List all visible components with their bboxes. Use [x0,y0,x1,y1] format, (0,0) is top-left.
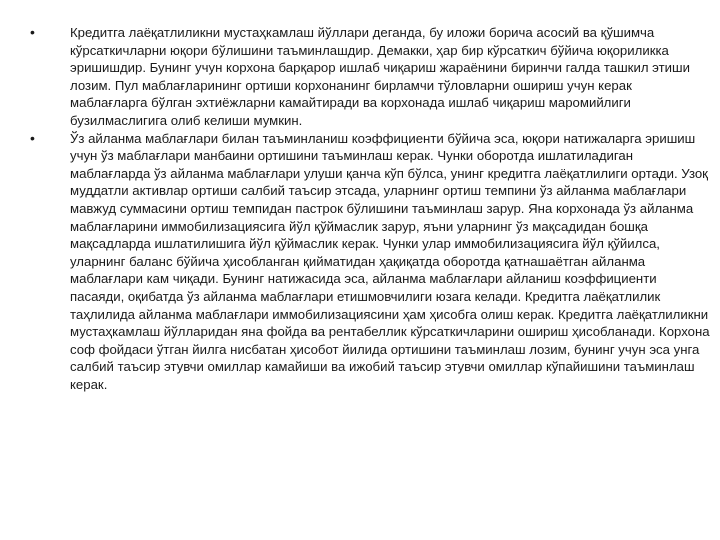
bullet-item-2 [30,130,712,394]
bullet-marker: • [30,24,35,40]
bullet-list [30,24,712,393]
bullet-item-1 [30,24,712,130]
bullet-text: Ўз айланма маблағлари билан таъминланиш коэффициенти бўйича эса, юқори натижаларга эришиш учун ўз маблағлари манбаини ортишини таъминлаш керак. Чунки оборотда ишлатиладиган маблағларда ўз айланма маблағлари улуши қанча кўп бўлса, унинг кредитга лаёқатлилиги ортади. Узоқ муддатли активлар ортиши салбий таъсир этсада, уларнинг ортиш темпини ўз айланма маблағлари мавжуд суммасини ортиш темпидан пастрок бўлишини таъминлаш зарур. Яна корхонада ўз айланма маблағларини иммобилизациясига йўл қўймаслик зарур, яъни уларнинг ўз мақсадидан бошқа мақсадларда ишлатилишига йўл қўймаслик керак. Чунки улар иммобилизациясига йўл қўйилса, уларнинг баланс бўйича ҳисобланган қийматидан ҳақиқатда оборотда қатнашаётган айланма маблағлари кам чиқади. Бунинг натижасида эса, айланма маблағлари айланиш коэффициенти пасаяди, оқибатда ўз айланма маблағлари етишмовчилиги юзага келади. Кредитга лаёқатлилик таҳлилида айланма маблағлари иммобилизациясини ҳам ҳисобга олиш керак. Кредитга лаёқатлиликни мустаҳкамлаш йўлларидан яна фойда ва рентабеллик кўрсаткичларини ошириш ҳисобланади. Корхона соф фойдаси ўтган йилга нисбатан ҳисобот йилида ортишини таъминлаш лозим, бунинг учун эса унга салбий таъсир этувчи омиллар камайиши ва ижобий таъсир этувчи омиллар кўпайишини таъминлаш керак. [70,130,710,392]
bullet-marker: • [30,129,35,146]
bullet-text: Кредитга лаёқатлиликни мустаҳкамлаш йўллари деганда, бу иложи борича асосий ва қўшимча кўрсаткичларни юқори бўлишини таъминлашдир. Демакки, ҳар бир кўрсаткич бўйича юқориликка эришишдир. Бунинг учун корхона барқарор ишлаб чиқариш жараёнини биринчи галда ташкил этиши лозим. Пул маблағларининг ортиши корхонанинг бирламчи тўловларни ошириш учун керак маблағларга бўлган эхтиёжларни камайтиради ва корхонада ишлаб чиқариш маромийлиги бузилмаслигига олиб келиши мумкин. [70,25,690,128]
